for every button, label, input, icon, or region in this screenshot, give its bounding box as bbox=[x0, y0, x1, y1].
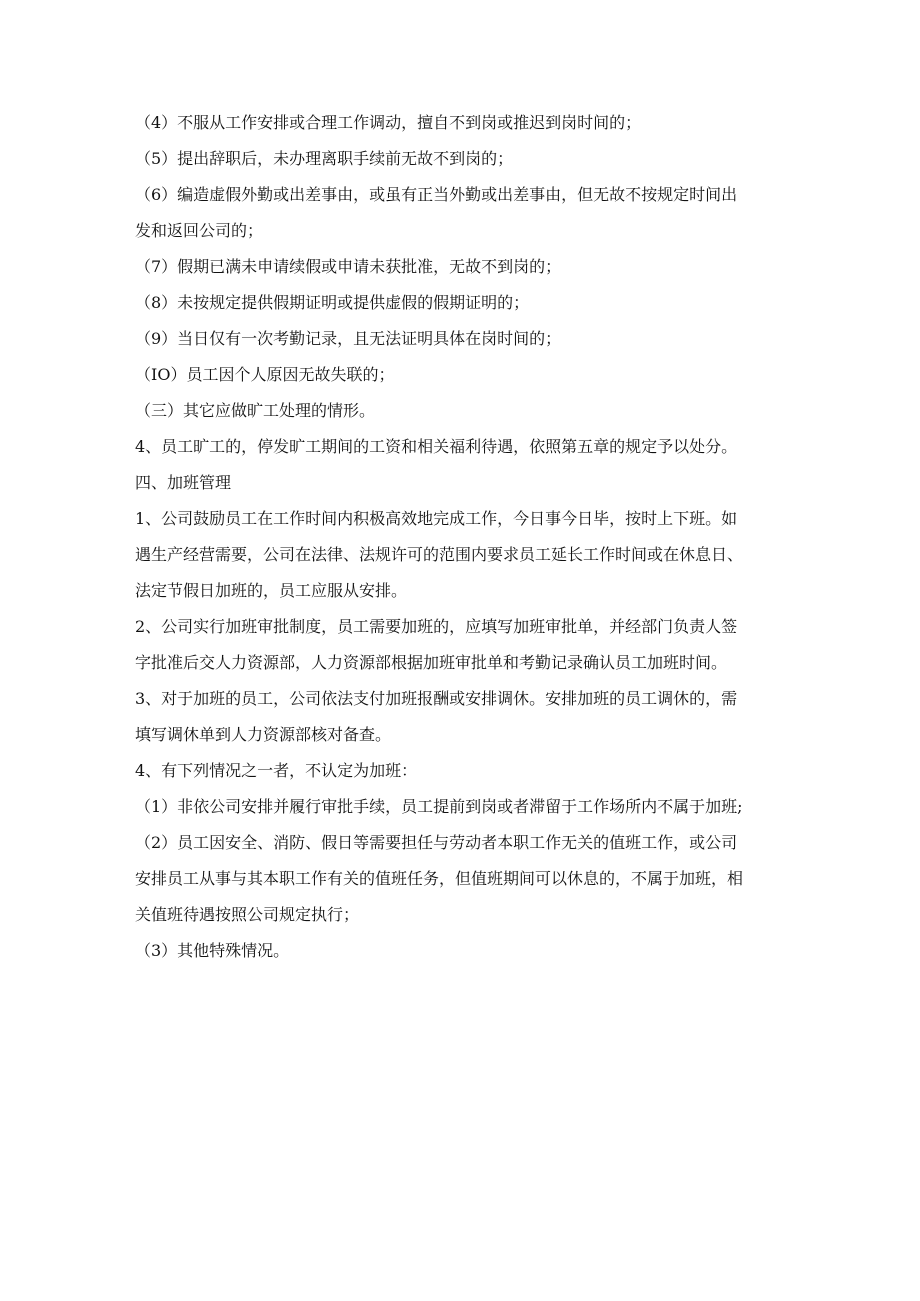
document-body bbox=[135, 114, 790, 960]
text-line: （8）未按规定提供假期证明或提供虚假的假期证明的； bbox=[135, 294, 530, 312]
text-line: （5）提出辞职后，未办理离职手续前无故不到岗的； bbox=[135, 150, 514, 168]
text-line: （三）其它应做旷工处理的情形。 bbox=[135, 402, 376, 420]
text-line: （9）当日仅有一次考勤记录，且无法证明具体在岗时间的； bbox=[135, 330, 562, 348]
text-line: 填写调休单到人力资源部核对备查。 bbox=[135, 726, 392, 744]
text-line: （1）非依公司安排并履行审批手续，员工提前到岗或者滞留于工作场所内不属于加班; bbox=[135, 798, 743, 816]
text-line: （2）员工因安全、消防、假日等需要担任与劳动者本职工作无关的值班工作，或公司 bbox=[135, 834, 738, 852]
section-heading: 四、加班管理 bbox=[135, 474, 232, 492]
text-line: 字批准后交人力资源部，人力资源部根据加班审批单和考勤记录确认员工加班时间。 bbox=[135, 654, 728, 672]
text-line: （6）编造虚假外勤或出差事由，或虽有正当外勤或出差事由，但无故不按规定时间出 bbox=[135, 186, 738, 204]
text-line: 1、公司鼓励员工在工作时间内积极高效地完成工作，今日事今日毕，按时上下班。如 bbox=[135, 510, 738, 528]
text-line: 关值班待遇按照公司规定执行； bbox=[135, 906, 360, 924]
text-line: 安排员工从事与其本职工作有关的值班任务，但值班期间可以休息的，不属于加班，相 bbox=[135, 870, 744, 888]
text-line: 遇生产经营需要，公司在法律、法规许可的范围内要求员工延长工作时间或在休息日、 bbox=[135, 546, 744, 564]
text-line: （4）不服从工作安排或合理工作调动，擅自不到岗或推迟到岗时间的； bbox=[135, 114, 642, 132]
text-line: （IO）员工因个人原因无故失联的； bbox=[135, 366, 395, 384]
text-line: 4、有下列情况之一者，不认定为加班： bbox=[135, 762, 418, 780]
text-line: 法定节假日加班的，员工应服从安排。 bbox=[135, 582, 408, 600]
text-line: （3）其他特殊情况。 bbox=[135, 942, 290, 960]
text-line: 3、对于加班的员工，公司依法支付加班报酬或安排调休。安排加班的员工调休的，需 bbox=[135, 690, 738, 708]
text-line: 4、员工旷工的，停发旷工期间的工资和相关福利待遇，依照第五章的规定予以处分。 bbox=[135, 438, 738, 456]
text-line: 发和返回公司的； bbox=[135, 222, 264, 240]
text-line: （7）假期已满未申请续假或申请未获批准，无故不到岗的； bbox=[135, 258, 562, 276]
text-line: 2、公司实行加班审批制度，员工需要加班的，应填写加班审批单，并经部门负责人签 bbox=[135, 618, 738, 636]
